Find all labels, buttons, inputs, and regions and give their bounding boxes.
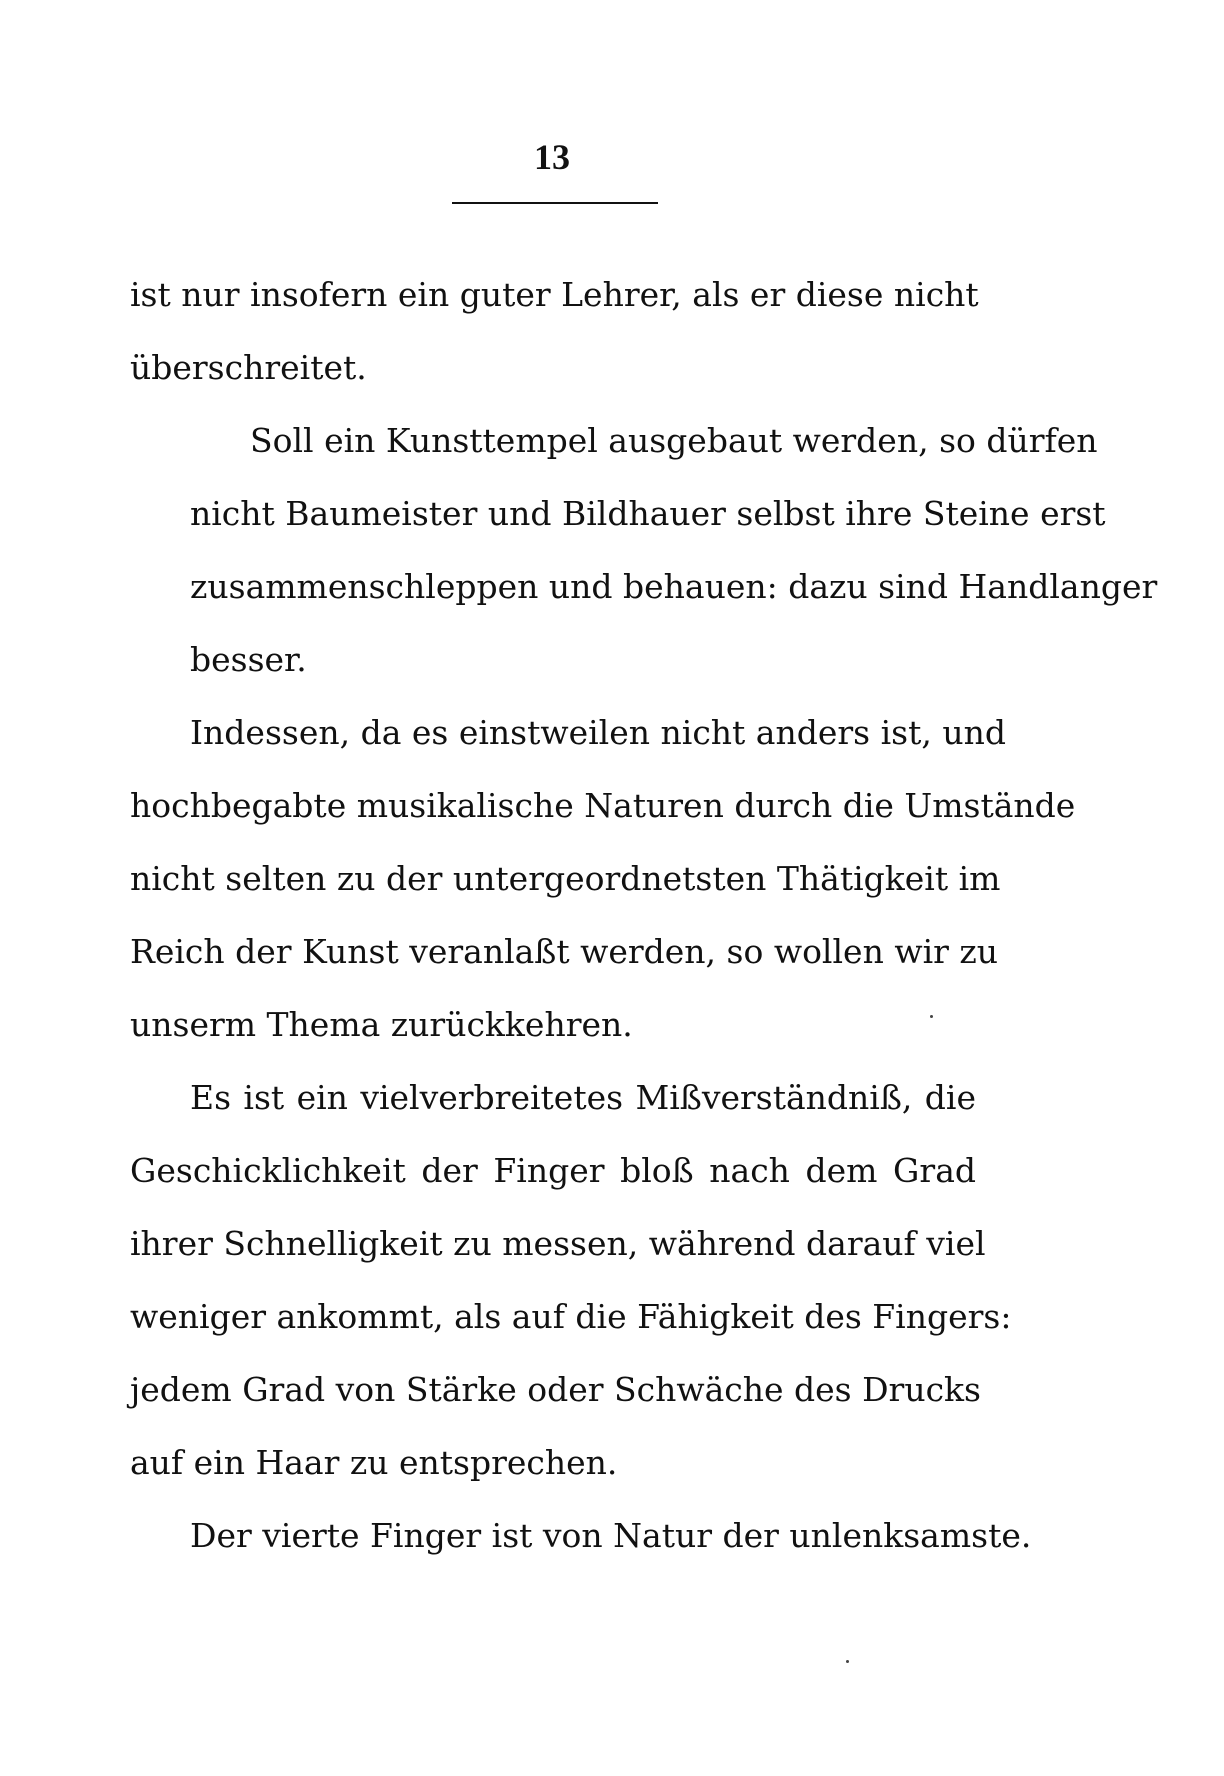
- paragraph-5: [130, 1499, 1032, 1572]
- paragraph-4: [130, 1061, 1012, 1499]
- paragraph-2: [130, 404, 1158, 696]
- text-line: weniger ankommt, als auf die Fähigkeit des Fingers:: [130, 1297, 1012, 1336]
- text-line: unserm Thema zurückkehren.: [130, 1005, 633, 1044]
- text-line: Es ist ein vielverbreitetes Mißverständniß, die: [190, 1078, 976, 1117]
- page-number: 13: [534, 137, 570, 177]
- text-line: hochbegabte musikalische Naturen durch die Umstände: [130, 786, 1076, 825]
- text-line: auf ein Haar zu entsprechen.: [130, 1443, 618, 1482]
- text-line: Reich der Kunst veranlaßt werden, so wollen wir zu: [130, 932, 999, 971]
- paragraph-1: [130, 258, 979, 404]
- text-line: Indessen, da es einstweilen nicht anders ist, und: [190, 713, 1006, 752]
- text-line: Soll ein Kunsttempel ausgebaut werden, so dürfen: [250, 421, 1098, 460]
- header-rule: [452, 202, 658, 204]
- paragraph-3: [130, 696, 1076, 1061]
- text-line: überschreitet.: [130, 348, 367, 387]
- text-line: jedem Grad von Stärke oder Schwäche des Drucks: [130, 1370, 981, 1409]
- print-speck: [846, 1660, 849, 1663]
- text-line: Der vierte Finger ist von Natur der unlenksamste.: [190, 1516, 1032, 1555]
- text-line: ihrer Schnelligkeit zu messen, während darauf viel: [130, 1224, 986, 1263]
- text-line: Geschicklichkeit der Finger bloß nach dem Grad: [130, 1151, 976, 1190]
- text-line: nicht selten zu der untergeordnetsten Thätigkeit im: [130, 859, 1001, 898]
- text-line: zusammenschleppen und behauen: dazu sind Handlanger: [190, 567, 1158, 606]
- text-line: nicht Baumeister und Bildhauer selbst ihre Steine erst: [190, 494, 1106, 533]
- text-line: besser.: [190, 640, 307, 679]
- text-line: ist nur insofern ein guter Lehrer, als er diese nicht: [130, 275, 979, 314]
- print-speck: [930, 1015, 933, 1018]
- page-body: [130, 258, 1158, 1572]
